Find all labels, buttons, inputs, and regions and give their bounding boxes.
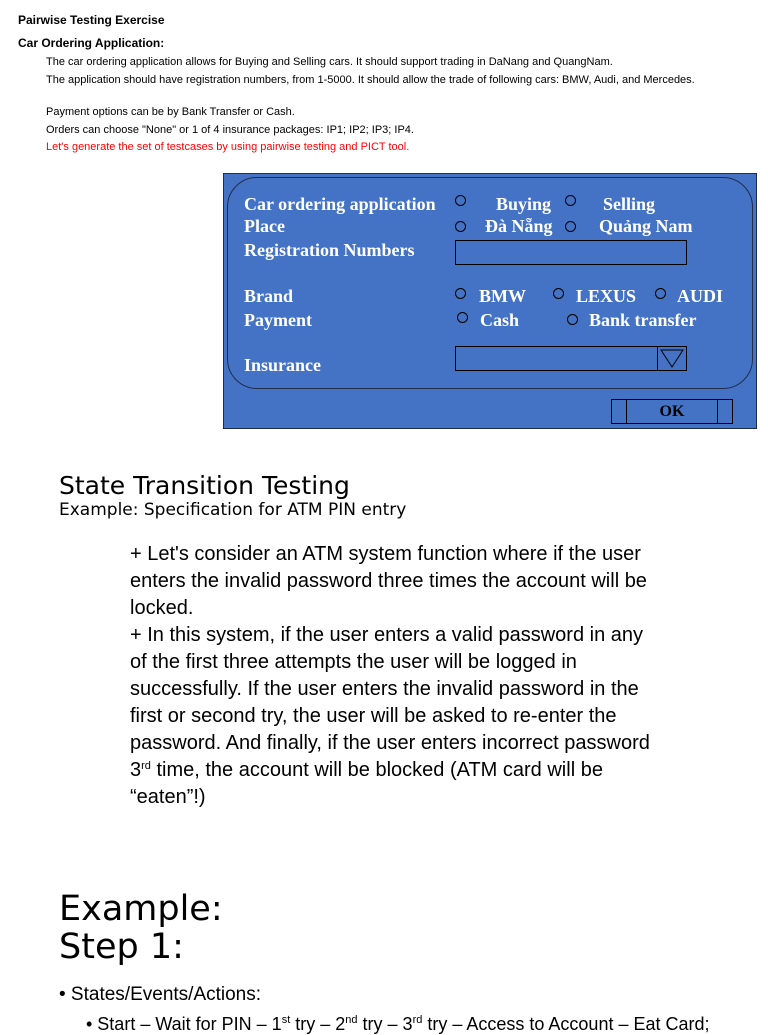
radio-lexus[interactable]: [553, 288, 564, 299]
label-insurance: Insurance: [244, 355, 322, 375]
triangle-down-icon: [658, 347, 686, 370]
radio-selling[interactable]: [565, 195, 576, 206]
exercise-paragraph: The application should have registration numbers, from 1-5000. It should allow the trade of following cars: BMW, Audi, and Mercedes.: [46, 74, 695, 86]
radio-cash[interactable]: [457, 312, 468, 323]
radio-quangnam[interactable]: [565, 221, 576, 232]
option-lexus: LEXUS: [576, 286, 637, 306]
exercise-paragraph: Orders can choose "None" or 1 of 4 insurance packages: IP1; IP2; IP3; IP4.: [46, 124, 414, 136]
radio-buying[interactable]: [455, 195, 466, 206]
label-brand: Brand: [244, 286, 294, 306]
label-registration: Registration Numbers: [244, 240, 415, 260]
section-title: State Transition Testing: [59, 471, 350, 500]
ok-button[interactable]: [611, 399, 733, 424]
option-audi: AUDI: [677, 286, 724, 306]
option-danang: Đà Nẵng: [485, 216, 553, 236]
exercise-paragraph: The car ordering application allows for Buying and Selling cars. It should support trading in DaNang and QuangNam.: [46, 56, 613, 68]
exercise-subtitle: Car Ordering Application:: [18, 36, 165, 50]
radio-bmw[interactable]: [455, 288, 466, 299]
option-cash: Cash: [480, 310, 520, 330]
dropdown-button[interactable]: [657, 347, 686, 370]
exercise-paragraph: Payment options can be by Bank Transfer or Cash.: [46, 106, 295, 118]
option-bmw: BMW: [479, 286, 526, 306]
paragraph-1: + Let's consider an ATM system function where if the user enters the invalid password three times the account will be locked.: [130, 543, 647, 619]
option-bank-transfer: Bank transfer: [589, 310, 697, 330]
option-buying: Buying: [496, 194, 552, 214]
sub-bullet-states: • Start – Wait for PIN – 1st try – 2nd try – 3rd try – Access to Account – Eat Card;: [86, 1014, 710, 1034]
bullet-states: • States/Events/Actions:: [59, 984, 262, 1005]
insurance-select[interactable]: [455, 346, 687, 371]
exercise-highlight: Let's generate the set of testcases by using pairwise testing and PICT tool.: [46, 141, 410, 153]
option-selling: Selling: [603, 194, 656, 214]
radio-bank-transfer[interactable]: [567, 314, 578, 325]
paragraph-2: + In this system, if the user enters a valid password in any of the first three attempts the user will be logged in successfully. If the user enters the invalid password in the first or second try, the user will be asked to re-enter the password. And finally, if the user enters incorrect password 3rd time, the account will be blocked (ATM card will be “eaten”!): [130, 624, 650, 808]
step-heading: Step 1:: [59, 927, 184, 967]
registration-input[interactable]: [455, 240, 687, 265]
radio-audi[interactable]: [655, 288, 666, 299]
label-place: Place: [244, 216, 285, 236]
example-heading: Example:: [59, 889, 223, 929]
exercise-title: Pairwise Testing Exercise: [18, 13, 165, 27]
label-app: Car ordering application: [244, 194, 436, 214]
ok-button-label: OK: [659, 403, 685, 420]
option-quangnam: Quảng Nam: [599, 216, 693, 236]
section-subtitle: Example: Specification for ATM PIN entry: [59, 500, 407, 520]
label-payment: Payment: [244, 310, 312, 330]
radio-danang[interactable]: [455, 221, 466, 232]
